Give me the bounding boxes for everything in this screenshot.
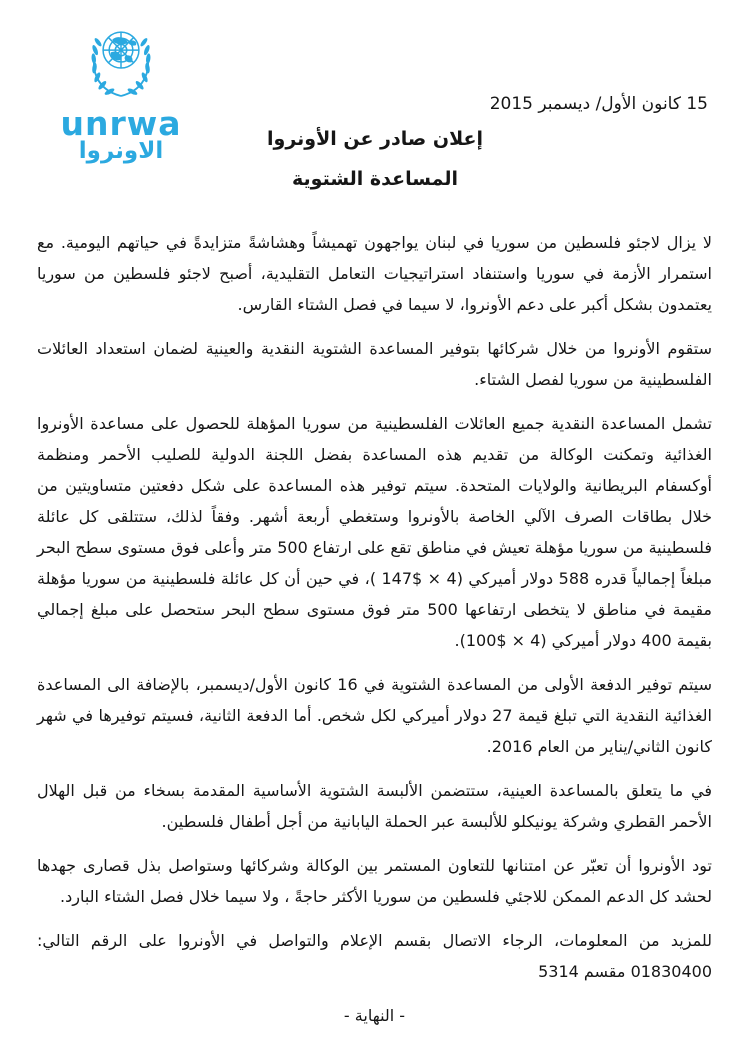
document-date: 15 كانون الأول/ ديسمبر 2015 — [489, 94, 708, 114]
paragraph-payment-schedule: سيتم توفير الدفعة الأولى من المساعدة الشتوية في 16 كانون الأول/ديسمبر، بالإضافة الى المساعدة الغذائية النقدية التي تبلغ قيمة 27 دولار أميركي لكل شخص. أما الدفعة الثانية، فسيتم توفيرها في شهر كانون الثاني/يناير من العام 2016. — [37, 675, 713, 756]
unrwa-arabic-wordmark: الاونروا — [78, 138, 164, 165]
paragraph-intro: لا يزال لاجئو فلسطين من سوريا في لبنان يواجهون تهميشاً وهشاشةً متزايدةً في حياتهم اليومية. مع استمرار الأزمة في سوريا واستنفاد استراتيجيات التعامل التقليدية، أصبح لاجئو فلسطين من سوريا يعتمدون بشكل أكبر على دعم الأونروا، لا سيما في فصل الشتاء القارس. — [37, 233, 712, 314]
paragraph-in-kind-assistance: في ما يتعلق بالمساعدة العينية، ستتضمن الألبسة الشتوية الأساسية المقدمة بسخاء من قبل الهلال الأحمر القطري وشركة يونيكلو للألبسة عبر الحملة اليابانية من أجل أطفال فلسطين. — [37, 781, 712, 831]
paragraph-cash-assistance-details: تشمل المساعدة النقدية جميع العائلات الفلسطينية من سوريا المؤهلة للحصول على مساعدة الأونروا الغذائية وتمكنت الوكالة من تقديم هذه المساعدة بفضل اللجنة الدولية للصليب الأحمر ومنظمة أوكسفام البريطانية والولايات المتحدة. سيتم توفير هذه المساعدة على شكل دفعتين متساويتين من خلال بطاقات الصرف الآلي الخاصة بالأونروا وستغطي أربعة أشهر. وفقاً لذلك، ستتلقى كل عائلة فلسطينية من سوريا مؤهلة تعيش في مناطق تقع على ارتفاع 500 متر وأعلى فوق مستوى سطح البحر مبلغاً إجمالياً قدره 588 دولار أميركي ⁦( 147$ × 4)⁩، في حين أن كل عائلة فلسطينية من سوريا مؤهلة مقيمة في مناطق لا يتخطى ارتفاعها 500 متر فوق مستوى سطح البحر ستحصل على مبلغ إجمالي بقيمة 400 دولار أميركي ⁦(100$ × 4)⁩. — [37, 414, 713, 650]
document-subtitle: المساعدة الشتوية — [292, 168, 458, 190]
end-of-release-mark: - النهاية - — [343, 1006, 406, 1025]
un-emblem-icon — [78, 20, 164, 106]
document-title: إعلان صادر عن الأونروا — [267, 128, 483, 150]
unrwa-latin-wordmark: unrwa — [60, 104, 182, 143]
paragraph-contact-info: للمزيد من المعلومات، الرجاء الاتصال بقسم الإعلام والتواصل في الأونروا على الرقم التالي: 01830400 مقسم 5314 — [37, 931, 712, 981]
document-body — [37, 227, 712, 1031]
paragraph-gratitude: تود الأونروا أن تعبّر عن امتنانها للتعاون المستمر بين الوكالة وشركائها وستواصل بذل قصارى جهدها لحشد كل الدعم الممكن للاجئي فلسطين من سوريا الأكثر حاجةً ، ولا سيما خلال فصل الشتاء البارد. — [37, 856, 712, 906]
paragraph-winter-assistance: ستقوم الأونروا من خلال شركائها بتوفير المساعدة الشتوية النقدية والعينية لضمان استعداد العائلات الفلسطينية من سوريا لفصل الشتاء. — [37, 339, 712, 389]
